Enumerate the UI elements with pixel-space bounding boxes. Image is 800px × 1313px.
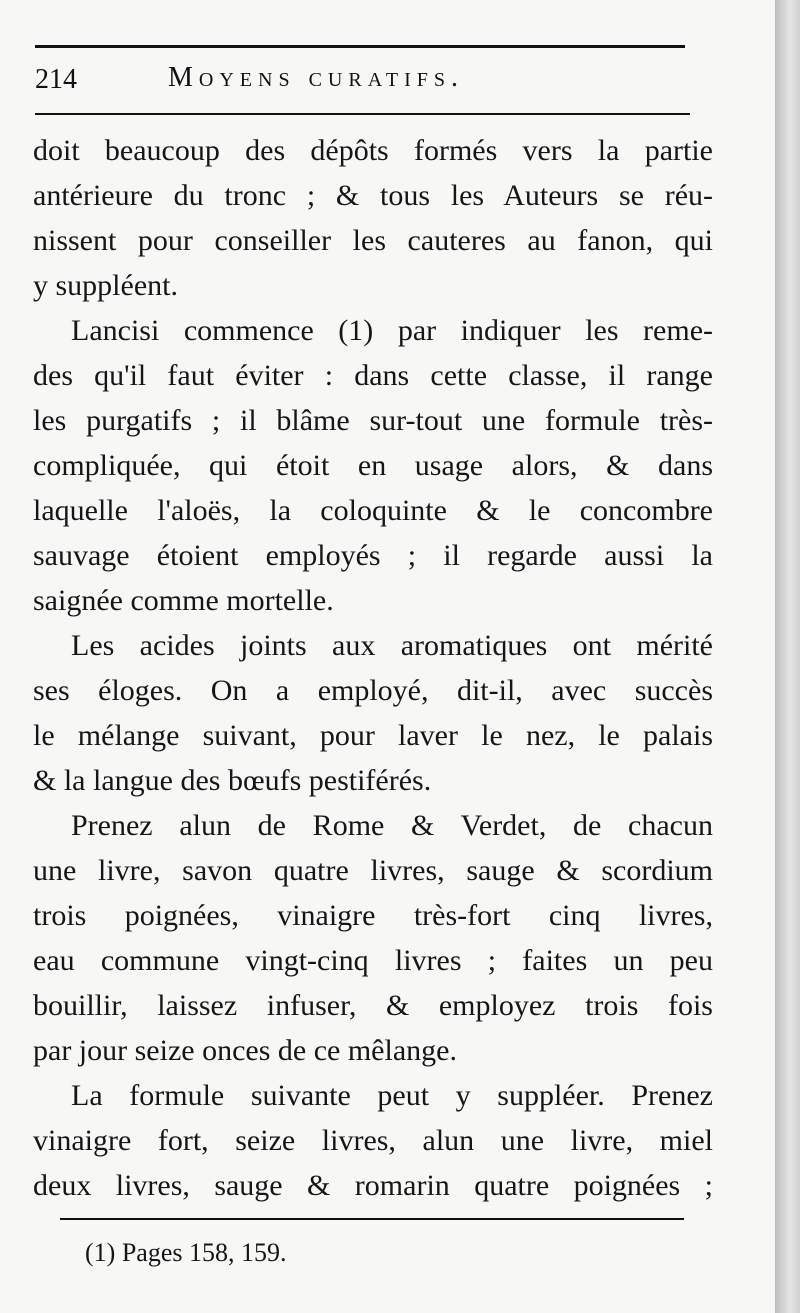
running-head: Moyens curatifs. xyxy=(168,62,465,93)
text-line: & la langue des bœufs pestiférés. xyxy=(33,764,432,797)
text-line: antérieure du tronc ; & tous les Auteurs se réu- xyxy=(33,179,713,212)
text-line: eau commune vingt-cinq livres ; faites un peu xyxy=(33,944,713,977)
text-line: Les acides joints aux aromatiques ont mérité xyxy=(71,629,713,662)
text-line: par jour seize onces de ce mêlange. xyxy=(33,1034,457,1067)
body-text xyxy=(33,128,713,1208)
text-line: y suppléent. xyxy=(33,269,178,302)
text-line: La formule suivante peut y suppléer. Prenez xyxy=(71,1079,713,1112)
page-number: 214 xyxy=(35,64,77,95)
text-line: les purgatifs ; il blâme sur-tout une formule très- xyxy=(33,404,713,437)
text-line: des qu'il faut éviter : dans cette classe, il range xyxy=(33,359,713,392)
text-line: ses éloges. On a employé, dit-il, avec succès xyxy=(33,674,713,707)
footnote: (1) Pages 158, 159. xyxy=(85,1238,287,1267)
text-line: nissent pour conseiller les cauteres au fanon, qui xyxy=(33,224,713,257)
text-line: le mélange suivant, pour laver le nez, le palais xyxy=(33,719,713,752)
text-line: une livre, savon quatre livres, sauge & scordium xyxy=(33,854,713,887)
text-line: vinaigre fort, seize livres, alun une livre, miel xyxy=(33,1124,713,1157)
text-line: laquelle l'aloës, la coloquinte & le concombre xyxy=(33,494,713,527)
text-line: compliquée, qui étoit en usage alors, & dans xyxy=(33,449,713,482)
text-line: deux livres, sauge & romarin quatre poignées ; xyxy=(33,1169,713,1202)
text-line: Lancisi commence (1) par indiquer les reme- xyxy=(71,314,713,347)
text-line: saignée comme mortelle. xyxy=(33,584,334,617)
adjacent-page-edge xyxy=(775,0,800,1313)
text-line: bouillir, laissez infuser, & employez trois fois xyxy=(33,989,713,1022)
text-line: Prenez alun de Rome & Verdet, de chacun xyxy=(71,809,713,842)
page-header xyxy=(35,60,685,100)
text-line: doit beaucoup des dépôts formés vers la partie xyxy=(33,134,713,167)
text-line: trois poignées, vinaigre très-fort cinq livres, xyxy=(33,899,713,932)
top-rule xyxy=(35,45,685,48)
text-line: sauvage étoient employés ; il regarde aussi la xyxy=(33,539,713,572)
header-rule xyxy=(35,113,690,115)
footnote-rule xyxy=(60,1218,684,1220)
